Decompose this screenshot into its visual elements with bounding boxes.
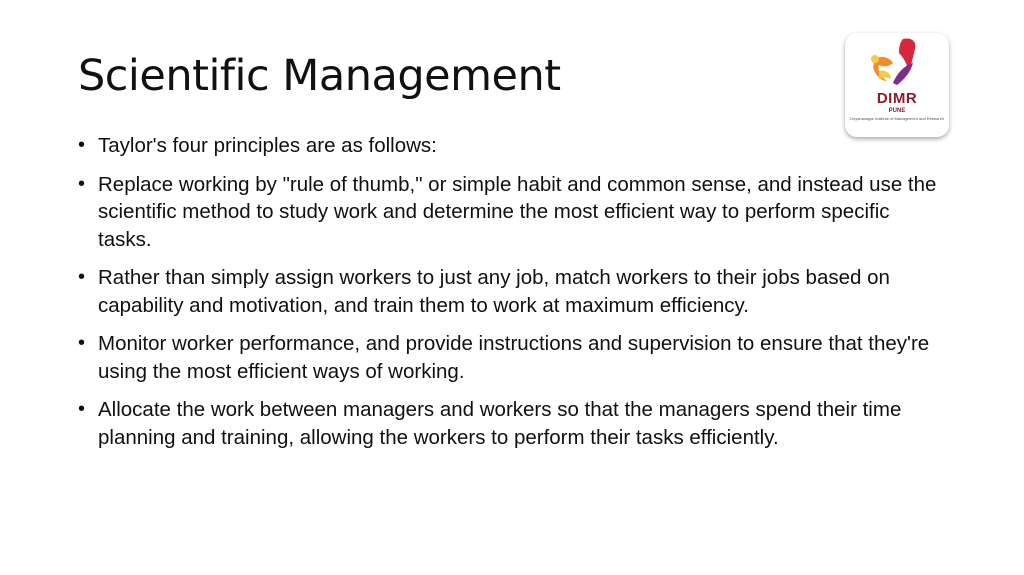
bullet-dot-icon: • (78, 134, 86, 156)
dimr-logo (845, 33, 949, 137)
bullet-text: Taylor's four principles are as follows: (98, 134, 437, 157)
bullet-dot-icon: • (78, 266, 86, 288)
logo-subtitle: Dnyanasagar Institute of Management and Research (850, 116, 944, 121)
bullet-item (78, 264, 946, 319)
bullet-item (78, 171, 946, 254)
bullet-text: Allocate the work between managers and workers so that the managers spend their time planning and training, allowing the workers to perform their tasks efficiently. (98, 398, 902, 449)
bullet-text: Rather than simply assign workers to just any job, match workers to their jobs based on capability and motivation, and train them to work at maximum efficiency. (98, 266, 890, 317)
bullet-item (78, 132, 946, 160)
bullet-text: Replace working by "rule of thumb," or simple habit and common sense, and instead use the scientific method to study work and determine the most efficient way to perform specific tasks. (98, 172, 937, 251)
bullet-dot-icon: • (78, 172, 86, 195)
bullet-item (78, 330, 946, 385)
dimr-logo-icon (845, 33, 949, 137)
bullet-dot-icon: • (78, 332, 86, 354)
logo-city: PUNE (888, 108, 906, 114)
logo-name: DIMR (876, 90, 918, 107)
bullet-dot-icon: • (78, 398, 86, 420)
bullet-item (78, 396, 946, 451)
bullet-text: Monitor worker performance, and provide instructions and supervision to ensure that they're using the most efficient ways of working. (98, 332, 930, 383)
slide-title: Scientific Management (78, 51, 561, 101)
bullet-list (78, 132, 946, 462)
